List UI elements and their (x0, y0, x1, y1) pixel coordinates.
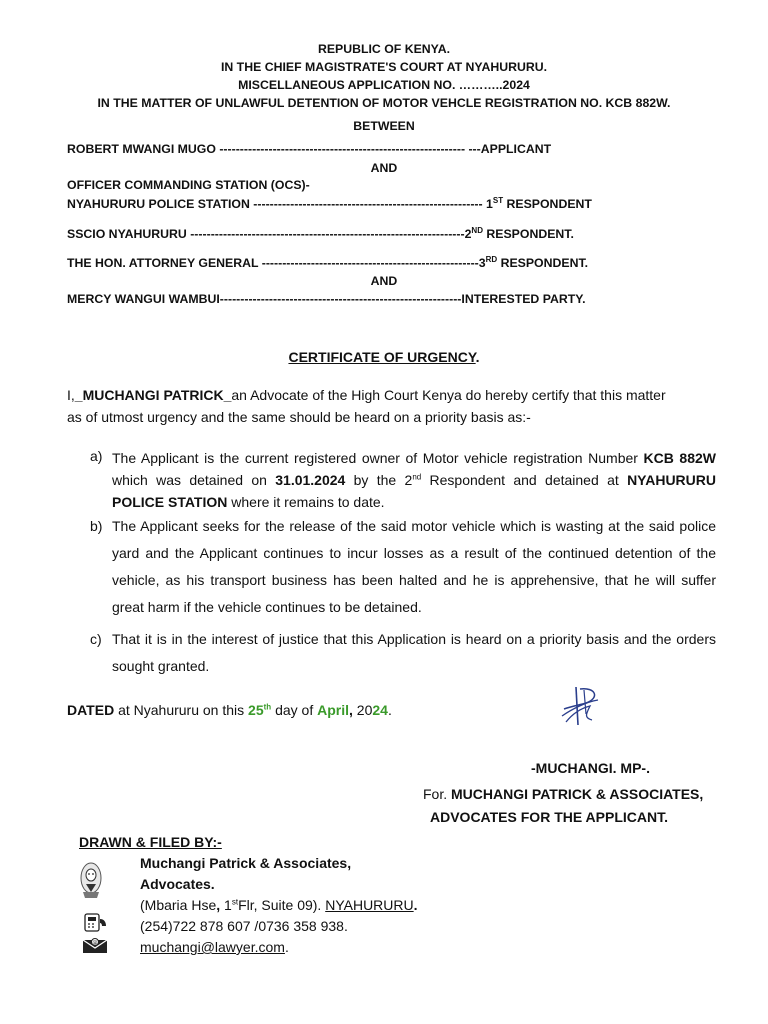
item-b-text: The Applicant seeks for the release of the said motor vehicle which is wasting at the said police yard and the Applicant continues to incur losses as a result of the continued detention of the vehicle, as his transport business has been halted and he is apprehensive, that he will suffer great harm if the vehicle continues to be detained. (112, 518, 716, 615)
certificate-title-dot: . (475, 349, 480, 365)
party-respondent-1-line2 (67, 197, 592, 211)
header-republic: REPUBLIC OF KENYA. (317, 42, 451, 56)
intro-pre: I, (67, 387, 75, 403)
drawn-email-line (140, 939, 289, 955)
dated-day-sup: th (263, 702, 272, 712)
intro-rest: an Advocate of the High Court Kenya do hereby certify that this matter (231, 387, 666, 403)
signature-firm: MUCHANGI PATRICK & ASSOCIATES, (451, 786, 704, 802)
item-a-t2: which was detained on (112, 472, 276, 488)
intro-line-1 (67, 387, 666, 403)
item-c-text: That it is in the interest of justice that this Application is heard on a priority basis and the orders sought granted. (112, 631, 716, 674)
respondent-3-sup: RD (485, 254, 498, 264)
header-court: IN THE CHIEF MAGISTRATE'S COURT AT NYAHURURU. (220, 60, 548, 74)
respondent-3-tail: RESPONDENT. (497, 256, 589, 270)
item-a-station: NYAHURURU POLICE STATION (112, 472, 716, 510)
party-respondent-1-line1: OFFICER COMMANDING STATION (OCS)- (67, 178, 310, 192)
item-a-t3: by the 2 (345, 472, 413, 488)
drawn-title: DRAWN & FILED BY:- (79, 834, 222, 850)
respondent-1-tail: RESPONDENT (503, 197, 592, 211)
address-flr: Flr, Suite 09). (238, 897, 326, 913)
address-comma: , (216, 897, 221, 913)
drawn-address (140, 897, 418, 913)
respondent-2-tail: RESPONDENT. (482, 227, 574, 241)
party-and-2: AND (370, 274, 398, 288)
party-applicant: ROBERT MWANGI MUGO ------------------------------------------------------------ ---APPLICANT (67, 142, 552, 156)
item-c-label: c) (90, 631, 102, 647)
address-end: . (413, 897, 418, 913)
phone-icon (82, 913, 108, 933)
header-between: BETWEEN (353, 119, 415, 133)
item-a-t4: Respondent and detained at (421, 472, 628, 488)
header-matter: IN THE MATTER OF UNLAWFUL DETENTION OF MOTOR VEHCLE REGISTRATION NO. KCB 882W. (97, 96, 671, 110)
drawn-email[interactable]: muchangi@lawyer.com (140, 939, 285, 955)
item-a-sup: nd (412, 472, 422, 482)
dated-year-pre: 20 (352, 702, 373, 718)
respondent-1-sup: ST (492, 195, 504, 205)
dated-end: . (387, 702, 392, 718)
respondent-1-text: NYAHURURU POLICE STATION -------------------------------------------------------- 1 (67, 197, 493, 211)
intro-advocate-name: _MUCHANGI PATRICK_ (74, 387, 232, 403)
dated-word: DATED (67, 702, 115, 718)
address-mid: 1 (220, 897, 232, 913)
item-a-label: a) (90, 448, 103, 464)
dated-year-post: 24 (372, 702, 388, 718)
party-interested: MERCY WANGUI WAMBUI-----------------------------------------------------------INTERESTED PARTY. (67, 292, 586, 306)
signature-name: -MUCHANGI. MP-. (531, 760, 650, 776)
address-sup: st (231, 897, 239, 907)
item-a-date: 31.01.2024 (275, 472, 346, 488)
respondent-2-text: SSCIO NYAHURURU -------------------------------------------------------------------2 (67, 227, 472, 241)
party-respondent-2 (67, 227, 574, 241)
drawn-email-end: . (284, 939, 289, 955)
lawyer-icon (79, 862, 103, 900)
party-respondent-3 (67, 256, 588, 270)
dated-comma: , (349, 702, 353, 718)
drawn-firm: Muchangi Patrick & Associates, (140, 855, 352, 871)
certificate-title-text: CERTIFICATE OF URGENCY (288, 349, 476, 365)
dated-line (67, 702, 392, 718)
dated-month: April (317, 702, 349, 718)
signature-mark (556, 684, 612, 728)
drawn-advocates: Advocates. (140, 876, 215, 892)
signature-for-line (423, 786, 703, 802)
respondent-2-sup: ND (471, 225, 483, 235)
item-a-t1: The Applicant is the current registered owner of Motor vehicle registration Number (112, 450, 644, 466)
mail-icon (82, 937, 108, 954)
item-a-t5: where it remains to date. (227, 494, 385, 510)
dated-day: 25 (248, 702, 264, 718)
address-pre: (Mbaria Hse (140, 897, 217, 913)
dated-t2: day of (271, 702, 318, 718)
signature-advocates: ADVOCATES FOR THE APPLICANT. (430, 809, 669, 825)
dated-t1: at Nyahururu on this (114, 702, 249, 718)
respondent-3-text: THE HON. ATTORNEY GENERAL -----------------------------------------------------3 (67, 256, 486, 270)
intro-line-2: as of utmost urgency and the same should be heard on a priority basis as:- (67, 409, 531, 425)
certificate-title (0, 349, 768, 365)
signature-for-pre: For. (423, 786, 452, 802)
party-and-1: AND (370, 161, 398, 175)
item-b-label: b) (90, 518, 103, 534)
item-a-registration: KCB 882W (643, 450, 716, 466)
svg-text:@: @ (92, 940, 98, 946)
drawn-phone: (254)722 878 607 /0736 358 938. (140, 918, 348, 934)
header-application-no: MISCELLANEOUS APPLICATION NO. ………..2024 (238, 78, 530, 92)
item-a-text (112, 447, 716, 513)
address-town: NYAHURURU (325, 897, 414, 913)
